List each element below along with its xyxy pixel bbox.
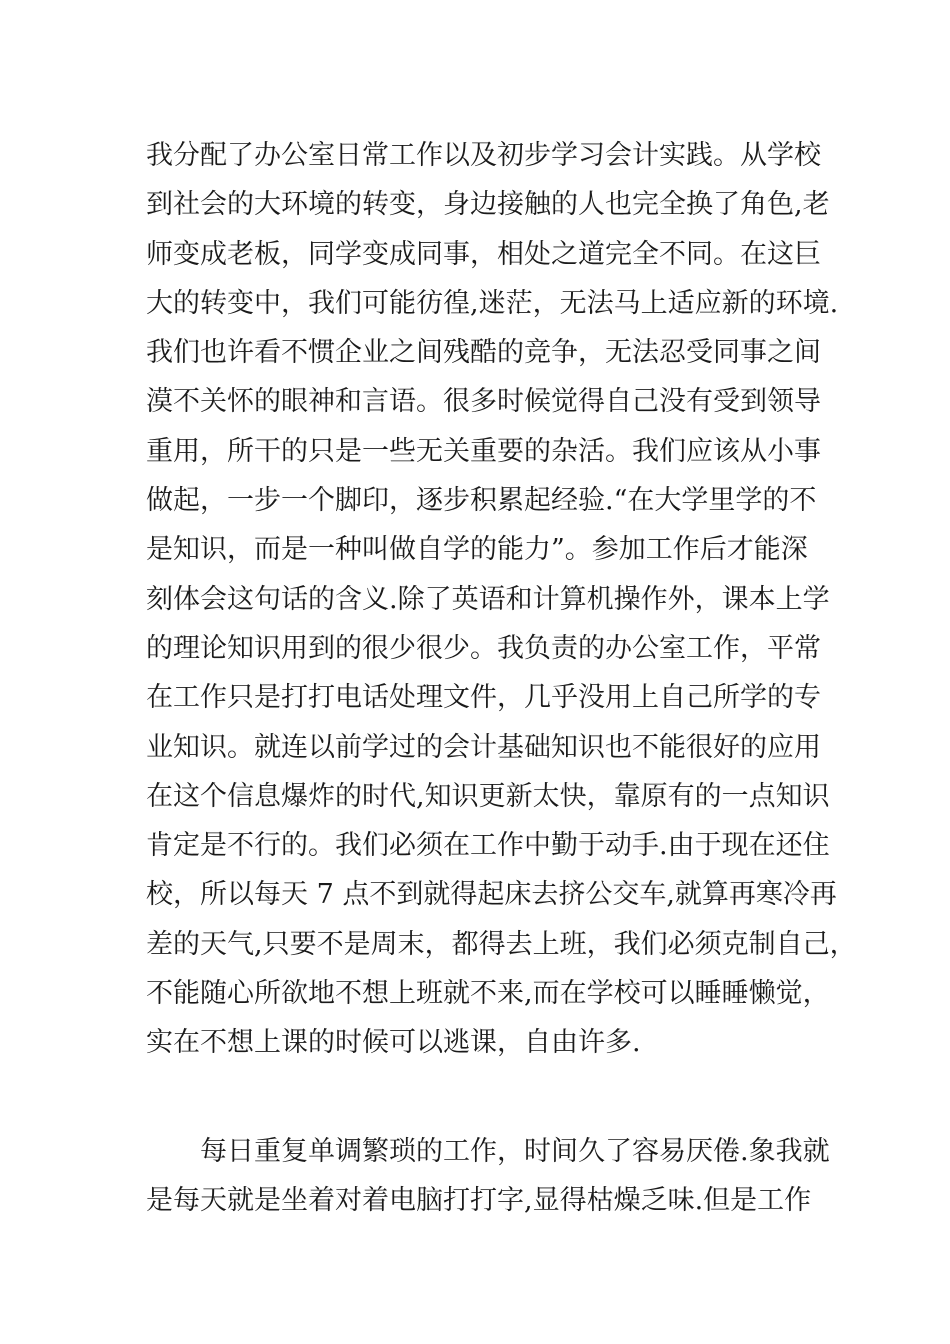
text-line: 不能随心所欲地不想上班就不来,而在学校可以睡睡懒觉， (146, 978, 830, 1010)
text-line: 在工作只是打打电话处理文件，几乎没用上自己所学的专 (146, 682, 821, 714)
text-line: 肯定是不行的。我们必须在工作中勤于动手.由于现在还住 (146, 830, 830, 862)
text-line: 校，所以每天 7 点不到就得起床去挤公交车,就算再寒冷再 (146, 879, 837, 911)
text-line: 我们也许看不惯企业之间残酷的竞争，无法忍受同事之间 (146, 337, 821, 369)
text-line: 师变成老板，同学变成同事，相处之道完全不同。在这巨 (146, 238, 821, 270)
text-line: 刻体会这句话的含义.除了英语和计算机操作外，课本上学 (146, 583, 830, 615)
text-line: 是每天就是坐着对着电脑打打字,显得枯燥乏味.但是工作 (146, 1185, 812, 1217)
text-line: 业知识。就连以前学过的会计基础知识也不能很好的应用 (146, 731, 821, 763)
text-line: 在这个信息爆炸的时代,知识更新太快，靠原有的一点知识 (146, 780, 830, 812)
text-line: 我分配了办公室日常工作以及初步学习会计实践。从学校 (146, 140, 821, 171)
text-line: 做起，一步一个脚印，逐步积累起经验.“在大学里学的不 (146, 485, 817, 517)
text-line: 到社会的大环境的转变，身边接触的人也完全换了角色,老 (146, 189, 830, 221)
text-line: 差的天气,只要不是周末，都得去上班，我们必须克制自己， (146, 928, 857, 960)
text-line: 重用，所干的只是一些无关重要的杂活。我们应该从小事 (146, 435, 821, 467)
paragraph-2 (146, 1127, 830, 1226)
text-line: 大的转变中，我们可能彷徨,迷茫，无法马上适应新的环境. (146, 287, 839, 319)
text-line: 每日重复单调繁琐的工作，时间久了容易厌倦.象我就 (200, 1136, 830, 1167)
text-line: 是知识，而是一种叫做自学的能力”。参加工作后才能深 (146, 534, 808, 566)
text-line: 实在不想上课的时候可以逃课，自由许多. (146, 1027, 641, 1059)
text-line: 漠不关怀的眼神和言语。很多时候觉得自己没有受到领导 (146, 386, 821, 418)
text-line: 的理论知识用到的很少很少。我负责的办公室工作，平常 (146, 632, 821, 664)
paragraph-1 (146, 131, 857, 1068)
